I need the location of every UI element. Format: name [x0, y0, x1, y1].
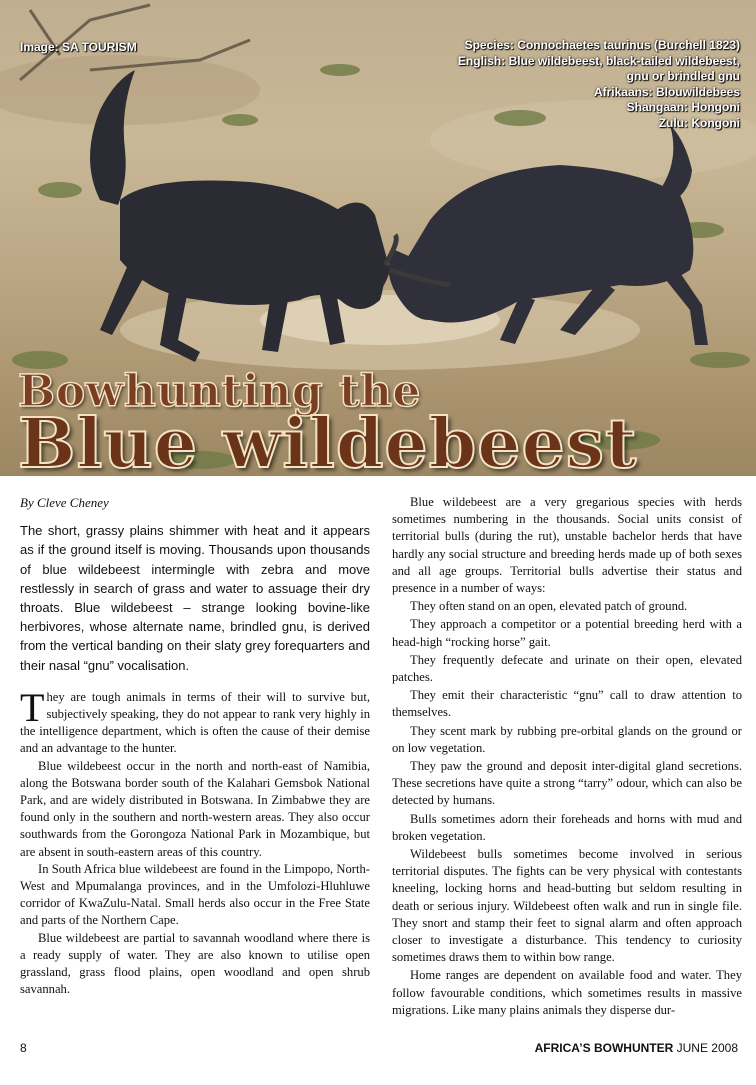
body-paragraph: Wildebeest bulls sometimes become involved in serious territorial disputes. The fights can be very physical with contestants kneeling, locking horns and head-butting but seldom resulting in death or serious injury. Wildebeest often walk and run in single file. They snort and stamp their feet to signal alarm and often approach closer to investigate a disturbance. This tendency to curiosity sometimes draws them to within bow range.	[392, 847, 742, 965]
species-line: Shangaan: Hongoni	[626, 100, 740, 114]
species-line: English: Blue wildebeest, black-tailed wildebeest,	[457, 53, 740, 68]
lead-paragraph: The short, grassy plains shimmer with heat and it appears as if the ground itself is moving. Thousands upon thousands of blue wildebeest intermingle with zebra and move restlessly in search of grass and water to assuage their dry throats. Blue wildebeest – strange looking bovine-like herbivores, whose alternate name, brindled gnu, is derived from the vertical banding on their slaty grey forequarters and their nasal “gnu” vocalisation.	[20, 523, 370, 673]
article-title-line-2: Blue wildebeest	[18, 404, 638, 476]
species-line: Species: Connochaetes taurinus (Burchell 1823)	[464, 38, 740, 52]
body-paragraph: Bulls sometimes adorn their foreheads and horns with mud and broken vegetation.	[392, 811, 742, 843]
image-credit: Image: SA TOURISM	[20, 40, 137, 54]
body-paragraph: Home ranges are dependent on available food and water. They follow favourable conditions, which sometimes results in massive migrations. Like many plains animals they disperse dur-	[392, 968, 742, 1017]
magazine-footer	[535, 1041, 738, 1055]
paragraph-text: hey are tough animals in terms of their will to survive but, subjectively speaking, they do not appear to rank very highly in the intelligence department, which is often the cause of their demise and an advantage to the hunter.	[20, 689, 370, 756]
body-paragraph: In South Africa blue wildebeest are found in the Limpopo, North-West and Mpumalanga provinces, and in the Umfolozi-Hluhluwe corridor of KwaZulu-Natal. Small herds also occur in the Free State and parts of the Northern Cape.	[20, 861, 370, 928]
body-paragraph: They emit their characteristic “gnu” call to draw attention to themselves.	[392, 688, 742, 720]
body-paragraph: They approach a competitor or a potential breeding herd with a head-high “rocking horse” gait.	[392, 617, 742, 649]
body-paragraph: They scent mark by rubbing pre-orbital glands on the ground or on low vegetation.	[392, 723, 742, 755]
article-column-right	[392, 494, 742, 1020]
issue-date: JUNE 2008	[676, 1041, 738, 1055]
magazine-name: AFRICA’S BOWHUNTER	[534, 1041, 674, 1055]
body-paragraph: They frequently defecate and urinate on their open, elevated patches.	[392, 652, 742, 685]
species-line: gnu or brindled gnu	[626, 69, 740, 83]
body-paragraph	[20, 684, 370, 758]
species-line: Zulu: Kongoni	[658, 115, 740, 130]
body-paragraph: Blue wildebeest occur in the north and north-east of Namibia, along the Botswana border south of the Kalahari Gemsbok National Park, and are widely distributed in Botswana. In Zimbabwe they are found only in the southern and north-western areas. They also occur southwards from the Gorongoza National Park in Mozambique, but are absent in south-eastern areas of this country.	[20, 758, 370, 859]
body-paragraph: Blue wildebeest are partial to savannah woodland where there is a ready supply of water. They are also known to utilise open grassland, grass flood plains, open woodland and open shrub savannah.	[20, 930, 370, 997]
body-paragraph: Blue wildebeest are a very gregarious species with herds sometimes numbering in the thousands. Social units consist of territorial bulls (during the rut), unstable bachelor herds that have hardly any social structure and breeding herds made up of both sexes and all age groups. Territorial bulls advertise their status and presence in a number of ways:	[392, 495, 742, 596]
species-line: Afrikaans: Blouwildebees	[593, 84, 740, 99]
page-number: 8	[20, 1041, 27, 1055]
body-paragraph: They often stand on an open, elevated patch of ground.	[410, 599, 688, 614]
hero-photo	[0, 0, 756, 476]
body-paragraph: They paw the ground and deposit inter-digital gland secretions. These secretions have quite a strong “tarry” odour, which can also be detected by humans.	[392, 759, 742, 808]
byline: By Cleve Cheney	[20, 495, 109, 510]
species-info-box	[360, 38, 740, 131]
article-title-line-1: Bowhunting the	[18, 366, 421, 417]
drop-cap: T	[20, 684, 45, 730]
article-column-left	[20, 494, 370, 998]
